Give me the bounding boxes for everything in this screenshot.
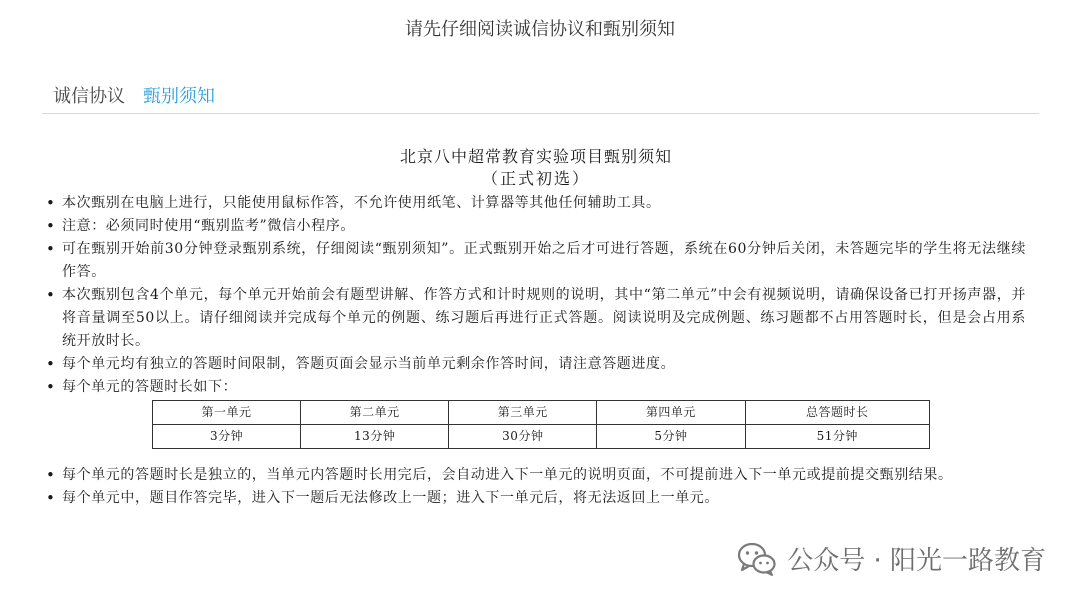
notice-list-continued	[46, 464, 1026, 510]
table-cell: 3分钟	[153, 425, 301, 449]
watermark-text: 公众号 · 阳光一路教育	[787, 546, 1046, 576]
list-item: • 每个单元均有独立的答题时间限制，答题页面会显示当前单元剩余作答时间，请注意答题进度。	[46, 353, 1026, 376]
tab-screening-notice[interactable]: 甄别须知	[143, 86, 215, 107]
unit-time-table	[152, 400, 930, 449]
list-item: • 本次甄别包含4个单元，每个单元开始前会有题型讲解、作答方式和计时规则的说明，其中“第二单元”中会有视频说明，请确保设备已打开扬声器，并将音量调至50以上。请仔细阅读并完成每个单元的例题、练习题后再进行正式答题。阅读说明及完成例题、练习题都不占用答题时长，但是会占用系统开放时长。	[46, 284, 1026, 353]
watermark	[737, 540, 1046, 577]
table-cell: 13分钟	[301, 425, 449, 449]
list-item: • 注意：必须同时使用“甄别监考”微信小程序。	[46, 215, 1026, 238]
document-subtitle: （正式初选）	[481, 169, 590, 188]
list-item: • 可在甄别开始前30分钟登录甄别系统，仔细阅读“甄别须知”。正式甄别开始之后才可进行答题，系统在60分钟后关闭，未答题完毕的学生将无法继续作答。	[46, 238, 1026, 284]
table-cell: 5分钟	[597, 425, 745, 449]
table-header-cell: 总答题时长	[745, 401, 930, 425]
unit-time-table-wrap	[46, 400, 1026, 456]
table-header-cell: 第三单元	[449, 401, 597, 425]
table-cell: 30分钟	[449, 425, 597, 449]
list-item: • 每个单元中，题目作答完毕，进入下一题后无法修改上一题；进入下一单元后，将无法返回上一单元。	[46, 487, 1026, 510]
table-cell: 51分钟	[745, 425, 930, 449]
tab-integrity-agreement[interactable]: 诚信协议	[53, 86, 125, 107]
table-header-cell: 第二单元	[301, 401, 449, 425]
wechat-icon	[737, 541, 777, 577]
table-header-cell: 第四单元	[597, 401, 745, 425]
list-item: • 每个单元的答题时长是独立的，当单元内答题时长用完后，会自动进入下一单元的说明页面，不可提前进入下一单元或提前提交甄别结果。	[46, 464, 1026, 487]
table-header-cell: 第一单元	[153, 401, 301, 425]
table-row	[153, 425, 930, 449]
notice-document	[46, 146, 1026, 510]
notice-list	[46, 192, 1026, 399]
list-item: • 每个单元的答题时长如下：	[46, 376, 1026, 399]
document-title: 北京八中超常教育实验项目甄别须知	[399, 147, 672, 166]
list-item: • 本次甄别在电脑上进行，只能使用鼠标作答，不允许使用纸笔、计算器等其他任何辅助工具。	[46, 192, 1026, 215]
table-header-row	[153, 401, 930, 425]
tab-bar	[53, 82, 215, 112]
tab-divider	[42, 113, 1039, 114]
page-title: 请先仔细阅读诚信协议和甄别须知	[405, 19, 675, 40]
